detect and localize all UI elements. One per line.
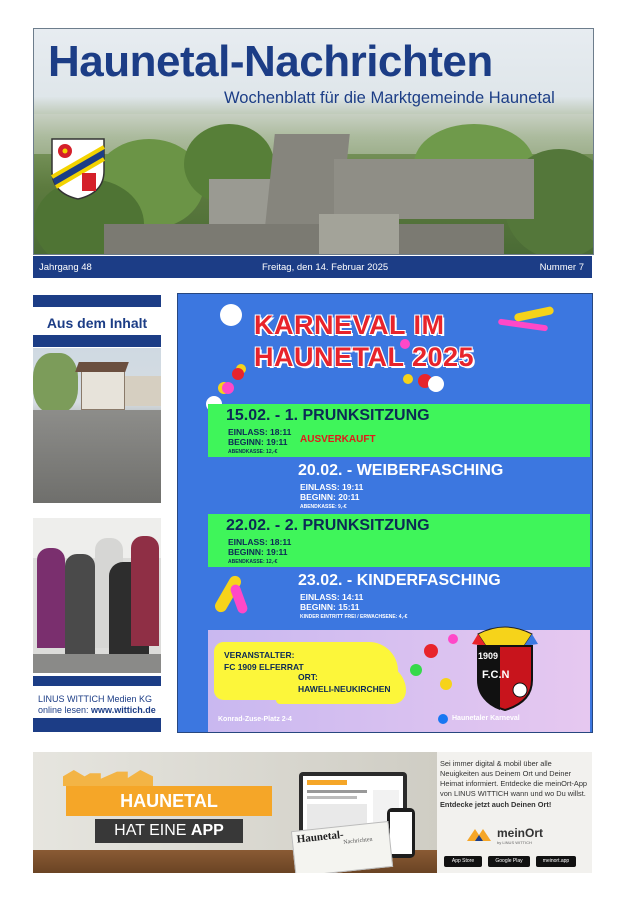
photo-house (81, 370, 125, 410)
photo-house (125, 376, 161, 406)
meinort-brand-sub: by LINUS WITTICH (497, 840, 532, 845)
sidebar-heading: Aus dem Inhalt (46, 315, 148, 331)
photo-street (33, 410, 161, 503)
issue-info-bar (33, 256, 592, 278)
venue-label: ORT: (298, 672, 318, 682)
meinort-app-ad[interactable] (33, 752, 592, 873)
castle-courtyard (319, 214, 399, 254)
poster-headline-2: HAUNETAL 2025 (254, 342, 475, 372)
sidebar-gap (33, 506, 161, 516)
event-4-einlass: EINLASS: 14:11 (300, 592, 364, 602)
streamer (229, 583, 249, 615)
event-1-einlass: EINLASS: 18:11 (228, 427, 292, 437)
confetti-dot (410, 664, 422, 676)
photo-person (65, 554, 95, 654)
group-of-women-photo[interactable] (33, 518, 161, 673)
confetti-dot (448, 634, 458, 644)
masthead-subtitle: Wochenblatt für die Marktgemeinde Haunetal (224, 89, 555, 107)
confetti-dot (220, 304, 242, 326)
phone-screen (390, 812, 412, 854)
venue-name: HAWELI-NEUKIRCHEN (298, 684, 391, 694)
ad-banner-haunetal: HAUNETAL (66, 786, 272, 816)
event-3-einlass: EINLASS: 18:11 (228, 537, 292, 547)
coat-of-arms-icon (50, 137, 106, 201)
photo-person (37, 548, 65, 648)
confetti-dot (232, 368, 244, 380)
screen-line (307, 790, 367, 793)
event-1-beginn: BEGINN: 19:11 (228, 437, 288, 447)
organizer-label: VERANSTALTER: (224, 650, 295, 660)
event-2-title: 20.02. - WEIBERFASCHING (298, 462, 504, 479)
event-2-einlass: EINLASS: 19:11 (300, 482, 364, 492)
meinort-brand: meinOrt (497, 826, 544, 840)
photo-roof (75, 362, 129, 372)
web-app-badge[interactable]: meinort.app (536, 856, 576, 867)
newspaper-title: Haunetal- (296, 828, 345, 846)
streamer (498, 319, 548, 332)
confetti-dot (403, 374, 413, 384)
photo-tree (33, 353, 78, 413)
event-2-beginn: BEGINN: 20:11 (300, 492, 360, 502)
screen-line (307, 796, 357, 799)
confetti-dot (428, 376, 444, 392)
event-4-beginn: BEGINN: 15:11 (300, 602, 360, 612)
venue-address: Konrad-Zuse-Platz 2-4 (218, 716, 292, 723)
newspaper-subtitle: Nachrichten (343, 836, 373, 846)
confetti-dot (440, 678, 452, 690)
app-store-badge[interactable]: App Store (444, 856, 482, 867)
event-3-abendkasse: ABENDKASSE: 12,-€ (228, 559, 278, 565)
carnival-poster (177, 293, 593, 733)
ad-cta: Entdecke jetzt auch Deinen Ort! (440, 800, 552, 809)
ad-banner-app (95, 819, 243, 843)
event-4-abendkasse: KINDER EINTRITT FREI / ERWACHSENE: 4,-€ (300, 614, 408, 620)
sidebar-strip-top (33, 295, 161, 307)
ad-text (440, 759, 590, 810)
issue-date: Freitag, den 14. Februar 2025 (262, 262, 389, 273)
sidebar-strip (33, 335, 161, 347)
event-3-beginn: BEGINN: 19:11 (228, 547, 288, 557)
google-play-badge[interactable]: Google Play (488, 856, 530, 867)
streamer (514, 306, 555, 322)
screen-logo (307, 780, 347, 785)
event-2-abendkasse: ABENDKASSE: 9,-€ (300, 504, 347, 510)
event-3-title: 22.02. - 2. PRUNKSITZUNG (226, 517, 430, 534)
organizer-name: FC 1909 ELFERRAT (224, 662, 304, 672)
facebook-icon (438, 714, 448, 724)
event-1-title: 15.02. - 1. PRUNKSITZUNG (226, 407, 430, 424)
event-1-abendkasse: ABENDKASSE: 12,-€ (228, 449, 278, 455)
volume-label: Jahrgang 48 (39, 262, 92, 273)
read-online-line (38, 705, 162, 716)
poster-headline-1: KARNEVAL IM (254, 310, 445, 340)
club-logo-year: 1909 (478, 651, 499, 661)
read-online-link[interactable]: www.wittich.de (91, 705, 156, 715)
masthead-title: Haunetal-Nachrichten (48, 37, 493, 86)
ad-body-text: Sei immer digital & mobil über alle Neuigkeiten aus Deinem Ort und Deiner Heimat informiert. Entdecke die meinOrt-App von LINUS WITTICH wann und wo Du willst. (440, 759, 588, 798)
photo-floor (33, 654, 161, 673)
publisher-info (38, 694, 162, 716)
sidebar-strip (33, 676, 161, 686)
newspaper-graphic (291, 821, 393, 873)
castle-ruin-base (104, 224, 504, 254)
village-street-photo[interactable] (33, 348, 161, 503)
read-online-label: online lesen: (38, 705, 92, 715)
meinort-logo-icon (465, 825, 493, 843)
photo-person (131, 536, 159, 646)
facebook-page[interactable]: Haunetaler Karneval (452, 715, 520, 722)
event-4-title: 23.02. - KINDERFASCHING (298, 572, 501, 589)
castle-ruin-wall (334, 159, 534, 219)
sidebar-strip-bottom (33, 718, 161, 732)
sold-out-badge: AUSVERKAUFT (300, 434, 376, 445)
ad-banner-app-prefix: HAT EINE (114, 822, 191, 839)
issue-number: Nummer 7 (539, 262, 584, 273)
publisher-name: LINUS WITTICH Medien KG (38, 694, 153, 704)
confetti-dot (222, 382, 234, 394)
masthead (33, 28, 594, 255)
club-logo-letters: F.C.N (482, 669, 510, 681)
ad-banner-app-bold: APP (190, 822, 224, 839)
confetti-dot (424, 644, 438, 658)
